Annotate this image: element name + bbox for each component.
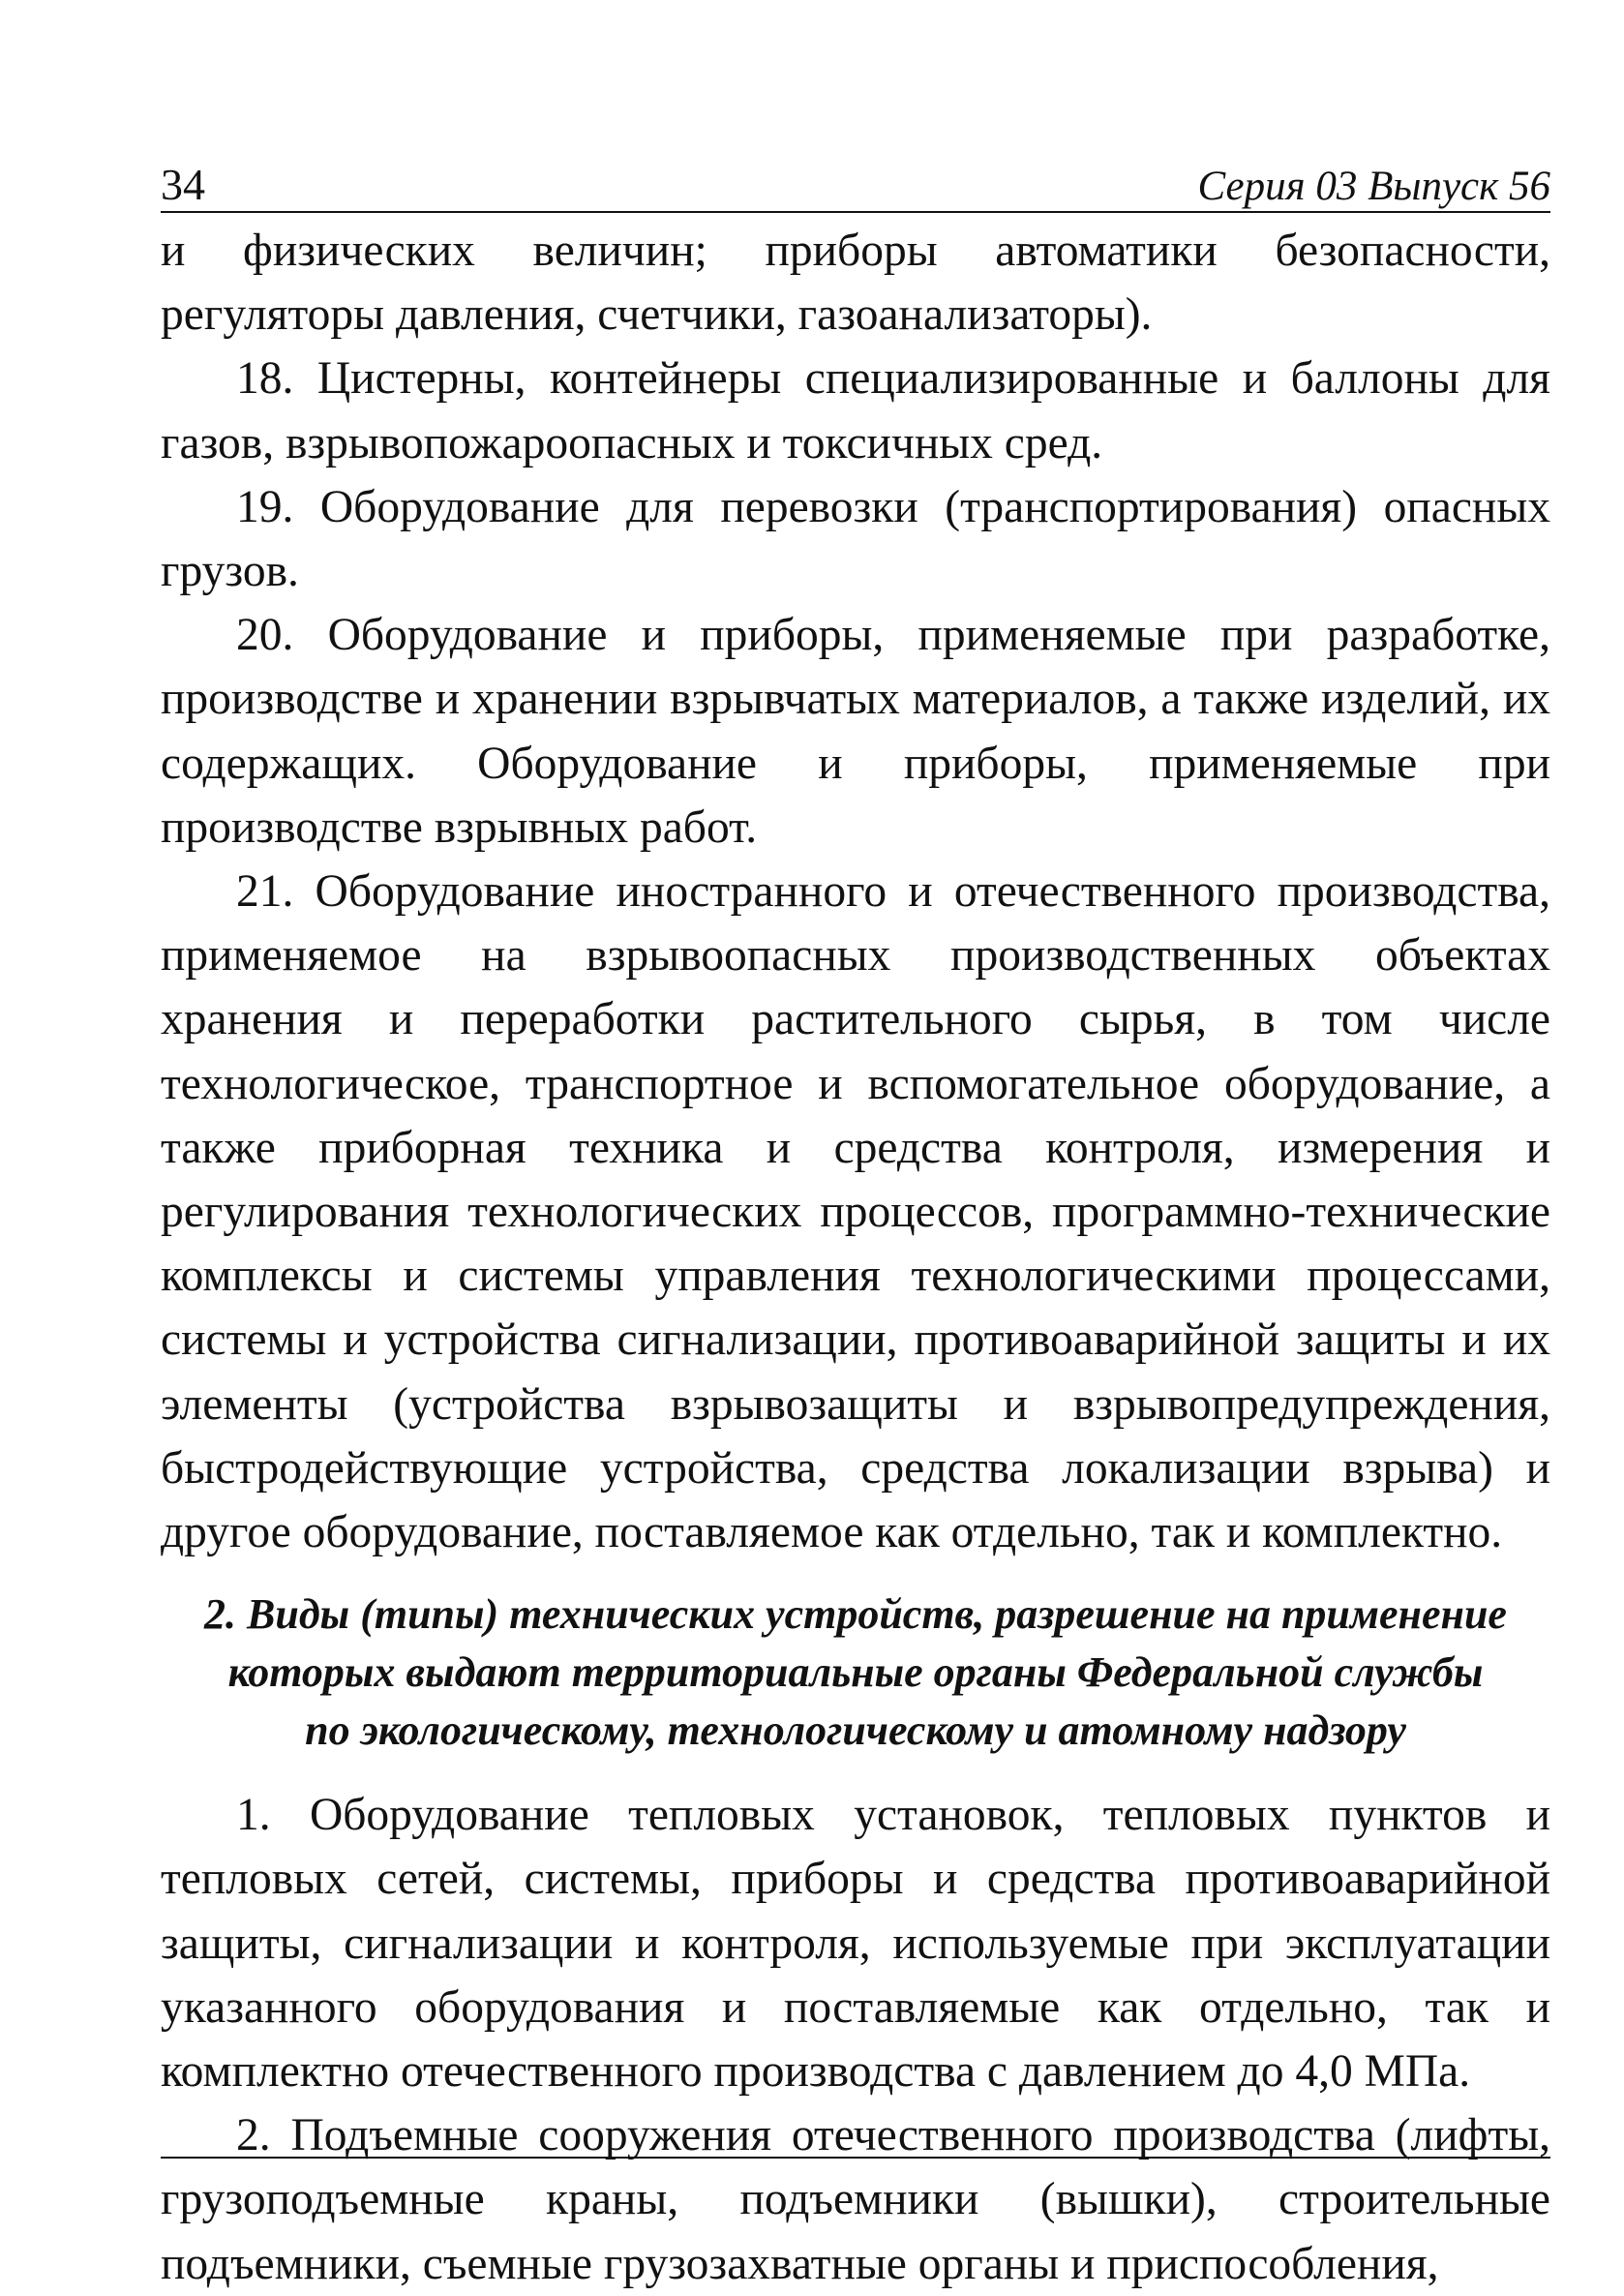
series-title: Серия 03 Выпуск 56 bbox=[1197, 164, 1550, 209]
body-text bbox=[161, 219, 1550, 2296]
paragraph-section2-item-1: 1. Оборудование тепловых установок, тепловых пунктов и тепловых сетей, системы, приборы и средства противоаварийной защиты, сигнализации и контроля, используемые при эксплуатации указанного оборудования и поставляемые как отдельно, так и комплектно отечественного производства с давлением до 4,0 МПа. bbox=[161, 1790, 1550, 2098]
paragraph-section2-item-2: 2. Подъемные сооружения отечественного производства (лифты, грузоподъемные краны, подъемники (вышки), строительные подъемники, съемные грузозахватные органы и приспособления, bbox=[161, 2110, 1550, 2289]
document-page bbox=[161, 155, 1550, 2296]
footer-rule bbox=[161, 2157, 1550, 2159]
section-heading-line: которых выдают территориальные органы Федеральной службы bbox=[227, 1648, 1484, 1697]
paragraph-item-18: 18. Цистерны, контейнеры специализированные и баллоны для газов, взрывопожароопасных и токсичных сред. bbox=[161, 353, 1550, 468]
running-header bbox=[161, 155, 1550, 213]
section-heading-line: по экологическому, технологическому и атомному надзору bbox=[305, 1707, 1406, 1755]
paragraph-item-19: 19. Оборудование для перевозки (транспортирования) опасных грузов. bbox=[161, 481, 1550, 597]
section-heading bbox=[161, 1586, 1550, 1760]
section-heading-line: 2. Виды (типы) технических устройств, разрешение на применение bbox=[204, 1590, 1507, 1639]
paragraph-item-20: 20. Оборудование и приборы, применяемые при разработке, производстве и хранении взрывчатых материалов, а также изделий, их содержащих. Оборудование и приборы, применяемые при производстве взрывных работ. bbox=[161, 610, 1550, 853]
paragraph-continuation: и физических величин; приборы автоматики безопасности, регуляторы давления, счетчики, газоанализаторы). bbox=[161, 226, 1550, 341]
page-number: 34 bbox=[161, 160, 205, 209]
paragraph-item-21: 21. Оборудование иностранного и отечественного производства, применяемое на взрывоопасных производственных объектах хранения и переработки растительного сырья, в том числе технологическое, транспортное и вспомогательное оборудование, а также приборная техника и средства контроля, измерения и регулирования технологических процессов, программно-технические комплексы и системы управления технологическими процессами, системы и устройства сигнализации, противоаварийной защиты и их элементы (устройства взрывозащиты и взрывопредупреждения, быстродействующие устройства, средства локализации взрыва) и другое оборудование, поставляемое как отдельно, так и комплектно. bbox=[161, 866, 1550, 1558]
